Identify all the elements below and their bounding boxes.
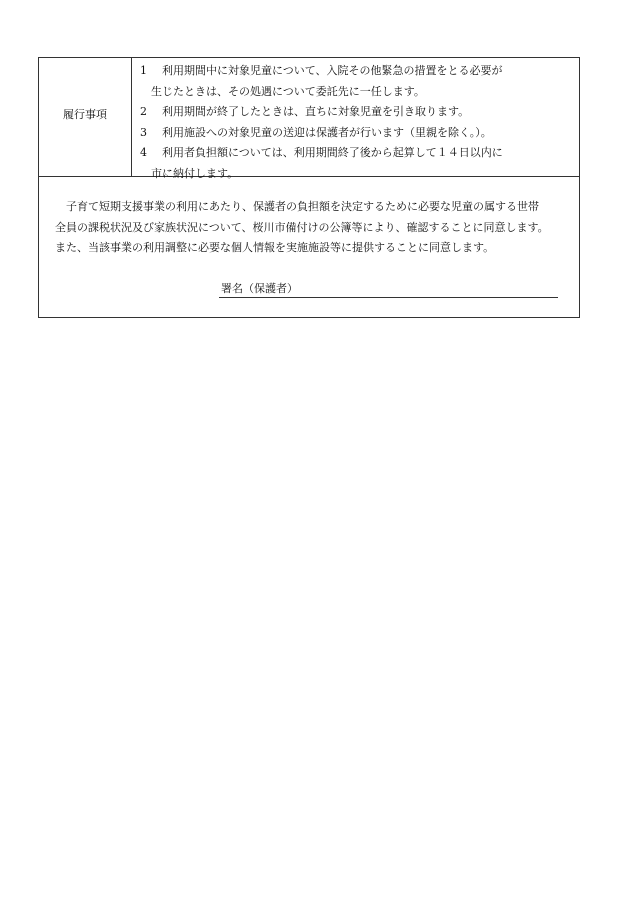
duty-item-4 [140, 143, 576, 164]
duty-number-3: 3 [140, 125, 147, 139]
duty-text-1: 利用期間中に対象児童について、入院その他緊急の措置をとる必要が [162, 64, 503, 77]
duty-number-2: 2 [140, 105, 147, 118]
duty-item-2 [140, 102, 576, 123]
consent-row [39, 177, 579, 317]
consent-line-1: 子育て短期支援事業の利用にあたり、保護者の負担額を決定するために必要な児童の属する世帯 [55, 200, 539, 213]
form-table [38, 57, 580, 318]
duty-item-4-continuation: 市に納付します。 [151, 166, 239, 180]
duty-text-4: 利用者負担額については、利用期間終了後から起算して１４日以内に [162, 146, 503, 159]
duty-item-3 [140, 123, 576, 144]
consent-line-2: 全員の課税状況及び家族状況について、桜川市備付けの公簿等により、確認することに同意します。 [55, 220, 549, 234]
duty-text-2: 利用期間が終了したときは、直ちに対象児童を引き取ります。 [162, 105, 470, 118]
signature-label: 署名（保護者） [221, 282, 298, 295]
duty-item-1 [140, 61, 576, 82]
duties-label-cell [39, 58, 132, 176]
signature-field[interactable] [219, 281, 558, 298]
duty-number-4: 4 [140, 146, 147, 159]
duties-label: 履行事項 [63, 108, 107, 121]
consent-statement [55, 197, 575, 259]
duties-row [39, 58, 579, 180]
consent-line-3: また、当該事業の利用調整に必要な個人情報を実施施設等に提供することに同意します。 [55, 241, 495, 254]
duties-list [140, 61, 576, 184]
duty-item-1-continuation: 生じたときは、その処遇について委託先に一任します。 [151, 84, 425, 98]
duty-text-3: 利用施設への対象児童の送迎は保護者が行います（里親を除く。）。 [162, 125, 492, 139]
duty-number-1: 1 [140, 64, 147, 77]
